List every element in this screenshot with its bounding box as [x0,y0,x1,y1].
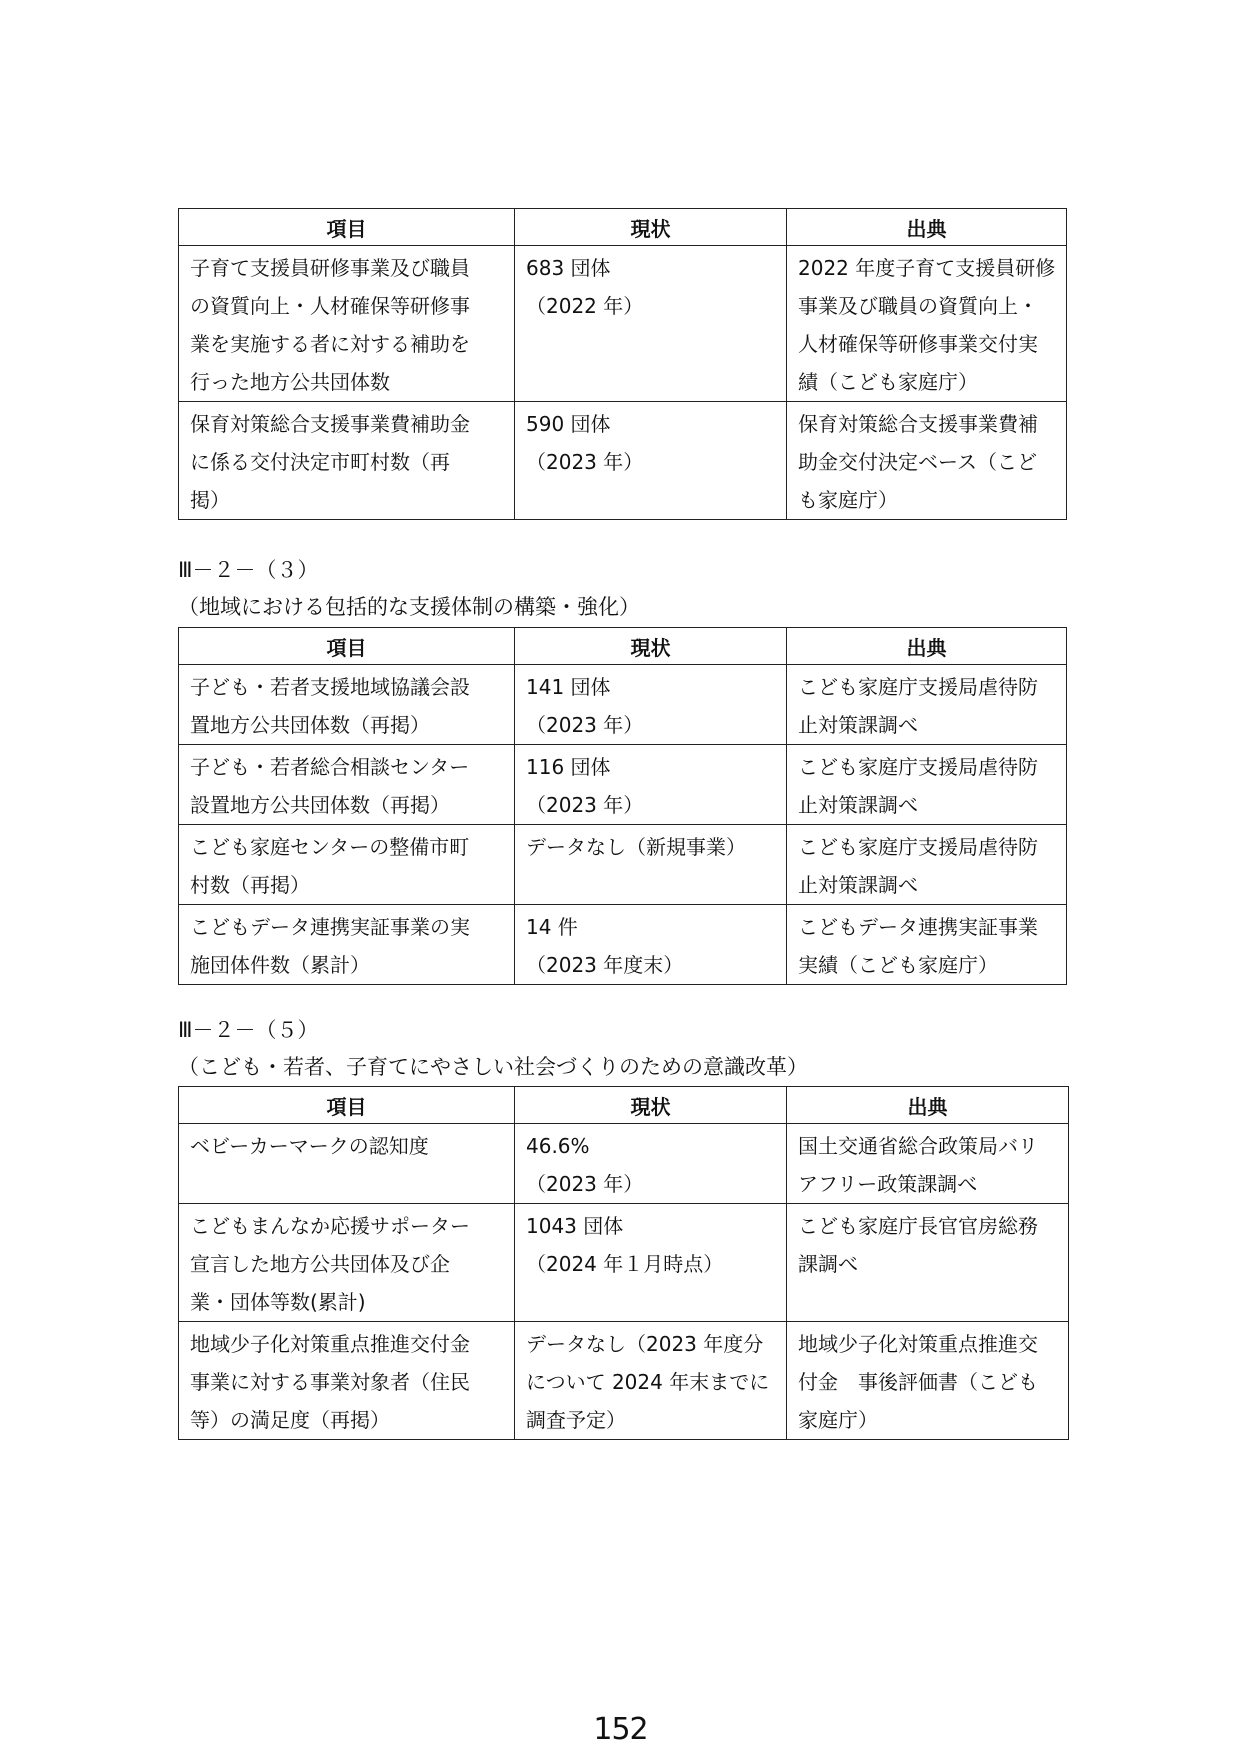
row-status-cell: データなし（新規事業） [526,835,746,859]
table-row [179,825,1067,905]
header-source: 出典 [787,628,1067,665]
row-source-cell: 保育対策総合支援事業費補 助金交付決定ベース（こど も家庭庁） [798,412,1038,512]
row-source-cell: こども家庭庁支援局虐待防 止対策課調べ [798,755,1038,817]
row-item-cell: ベビーカーマークの認知度 [190,1134,429,1158]
row-status-cell: 116 団体 （2023 年） [526,755,644,817]
header-item: 項目 [179,628,515,665]
row-status-cell: データなし（2023 年度分 について 2024 年末までに 調査予定） [526,1332,770,1432]
table-header-row [179,1087,1069,1124]
row-source-cell: 2022 年度子育て支援員研修 事業及び職員の資質向上・ 人材確保等研修事業交付実 績（こども家庭庁） [798,256,1056,394]
table-row [179,745,1067,825]
table-row [179,246,1067,402]
section-title-5: （こども・若者、子育てにやさしい社会づくりのための意識改革） [178,1055,808,1079]
row-status-cell: 683 団体 （2022 年） [526,256,644,318]
header-status: 現状 [515,209,787,246]
table-row [179,1204,1069,1322]
section-code-5: Ⅲ－２－（５） [178,1018,319,1042]
table-row [179,402,1067,520]
row-source-cell: こども家庭庁支援局虐待防 止対策課調べ [798,675,1038,737]
row-status-cell: 141 団体 （2023 年） [526,675,644,737]
header-item: 項目 [179,209,515,246]
row-item-cell: こどもデータ連携実証事業の実 施団体件数（累計） [190,915,470,977]
row-item-cell: 子育て支援員研修事業及び職員 の資質向上・人材確保等研修事 業を実施する者に対する補助を 行った地方公共団体数 [190,256,470,394]
row-status-cell: 590 団体 （2023 年） [526,412,644,474]
row-source-cell: 国土交通省総合政策局バリ アフリー政策課調べ [798,1134,1038,1196]
table-header-row [179,628,1067,665]
row-status-cell: 14 件 （2023 年度末） [526,915,684,977]
row-status-cell: 1043 団体 （2024 年１月時点） [526,1214,724,1276]
row-item-cell: 子ども・若者総合相談センター 設置地方公共団体数（再掲） [190,755,470,817]
header-source: 出典 [787,209,1067,246]
row-source-cell: こどもデータ連携実証事業 実績（こども家庭庁） [798,915,1038,977]
row-item-cell: 保育対策総合支援事業費補助金 に係る交付決定市町村数（再 掲） [190,412,470,512]
indicator-table-2 [178,627,1067,985]
row-item-cell: こども家庭センターの整備市町 村数（再掲） [190,835,470,897]
header-status: 現状 [515,628,787,665]
row-source-cell: こども家庭庁長官官房総務 課調べ [798,1214,1038,1276]
table-header-row [179,209,1067,246]
row-item-cell: 地域少子化対策重点推進交付金 事業に対する事業対象者（住民 等）の満足度（再掲） [190,1332,470,1432]
table-row [179,1124,1069,1204]
section-title-3: （地域における包括的な支援体制の構築・強化） [178,595,640,619]
row-source-cell: 地域少子化対策重点推進交 付金 事後評価書（こども 家庭庁） [798,1332,1038,1432]
header-status: 現状 [515,1087,787,1124]
row-status-cell: 46.6% （2023 年） [526,1134,644,1196]
page-number: 152 [593,1712,648,1747]
table-row [179,905,1067,985]
table-row [179,1322,1069,1440]
section-code-3: Ⅲ－２－（３） [178,558,319,582]
header-source: 出典 [787,1087,1069,1124]
table-row [179,665,1067,745]
indicator-table-1 [178,208,1067,520]
row-source-cell: こども家庭庁支援局虐待防 止対策課調べ [798,835,1038,897]
row-item-cell: 子ども・若者支援地域協議会設 置地方公共団体数（再掲） [190,675,470,737]
indicator-table-3 [178,1086,1069,1440]
row-item-cell: こどもまんなか応援サポーター 宣言した地方公共団体及び企 業・団体等数(累計) [190,1214,470,1314]
header-item: 項目 [179,1087,515,1124]
